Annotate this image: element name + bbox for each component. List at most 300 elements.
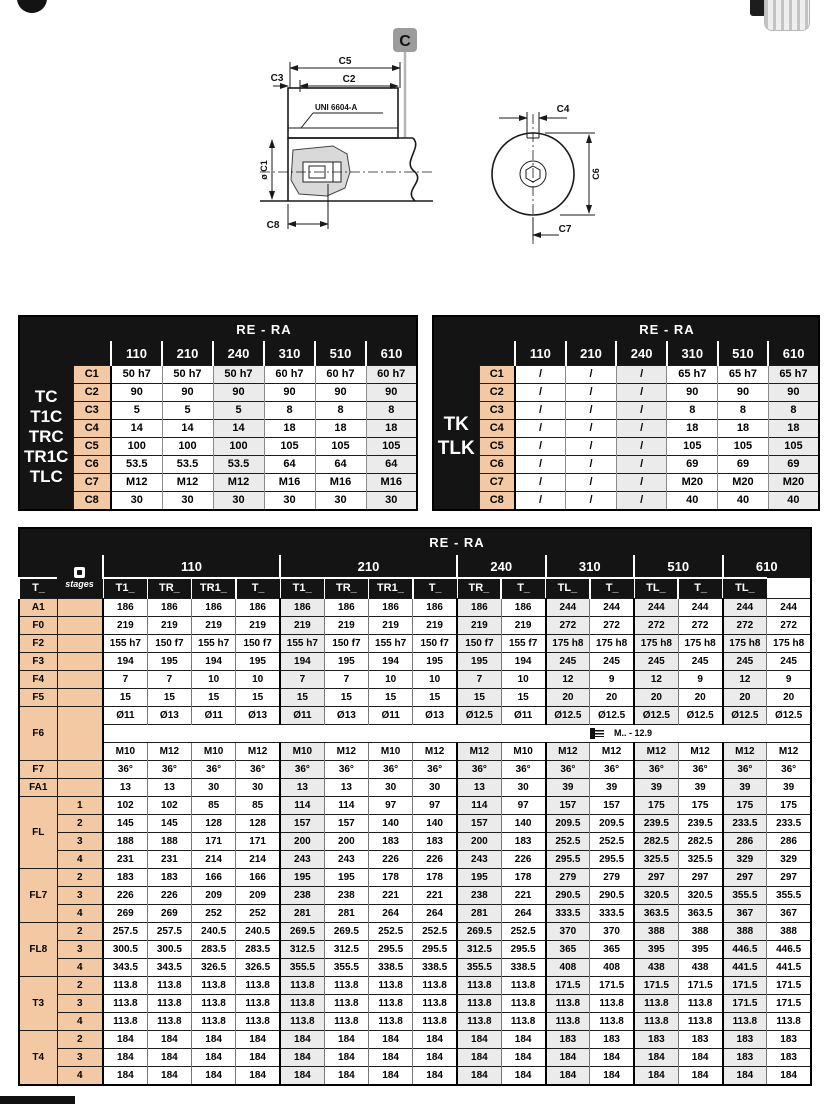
stage-cell bbox=[57, 689, 103, 707]
dim-value-cell: 264 bbox=[501, 905, 545, 923]
dim-value-cell: 175 bbox=[634, 797, 678, 815]
dim-value-cell: 186 bbox=[413, 599, 457, 617]
dim-value-cell: 186 bbox=[147, 599, 191, 617]
dim-value-cell: 184 bbox=[324, 1031, 368, 1049]
dim-value-cell: 97 bbox=[413, 797, 457, 815]
dim-value-cell: 12 bbox=[546, 671, 590, 689]
dim-row-label: C4 bbox=[73, 420, 111, 438]
dim-value-cell: 100 bbox=[213, 438, 264, 456]
dim-value-cell: 175 bbox=[678, 797, 722, 815]
shaft-break-line bbox=[410, 138, 418, 201]
dim-value-cell: 113.8 bbox=[767, 1013, 811, 1031]
model-label: TRC bbox=[28, 427, 64, 447]
dim-value-cell: 105 bbox=[366, 438, 417, 456]
dim-value-cell: 183 bbox=[413, 833, 457, 851]
dim-value-cell: 184 bbox=[546, 1067, 590, 1086]
dim-value-cell: 183 bbox=[147, 869, 191, 887]
dim-value-cell: 175 h8 bbox=[590, 635, 634, 653]
dim-value-cell: 226 bbox=[501, 851, 545, 869]
dim-value-cell: 286 bbox=[767, 833, 811, 851]
dim-value-cell: 408 bbox=[590, 959, 634, 977]
dim-value-cell: 30 bbox=[213, 492, 264, 511]
dim-value-cell: 90 bbox=[111, 384, 162, 402]
dim-value-cell: M12 bbox=[147, 743, 191, 761]
view-c-badge-label: C bbox=[399, 33, 411, 50]
technical-drawing bbox=[215, 22, 655, 254]
dim-value-cell: 219 bbox=[369, 617, 413, 635]
dim-value-cell: 269.5 bbox=[457, 923, 501, 941]
dim-value-cell: 200 bbox=[280, 833, 324, 851]
dim-row-label: F2 bbox=[19, 635, 57, 653]
dim-value-cell: 113.8 bbox=[280, 1013, 324, 1031]
dim-value-cell: 272 bbox=[767, 617, 811, 635]
dim-value-cell: 282.5 bbox=[678, 833, 722, 851]
stages-label: stages bbox=[65, 578, 94, 589]
dim-value-cell: 9 bbox=[590, 671, 634, 689]
dim-value-cell: 30 bbox=[366, 492, 417, 511]
dim-value-cell: 367 bbox=[767, 905, 811, 923]
dim-value-cell: M12 bbox=[457, 743, 501, 761]
dim-value-cell: M10 bbox=[280, 743, 324, 761]
dim-value-cell: 14 bbox=[162, 420, 213, 438]
dim-value-cell: 252.5 bbox=[546, 833, 590, 851]
dim-value-cell: M12 bbox=[413, 743, 457, 761]
stage-cell: 1 bbox=[57, 797, 103, 815]
dim-value-cell: 343.5 bbox=[103, 959, 147, 977]
dim-row-label: FL bbox=[19, 797, 57, 869]
dim-value-cell: 140 bbox=[369, 815, 413, 833]
dim-value-cell: 30 bbox=[501, 779, 545, 797]
version-column-header: TL_ bbox=[634, 578, 678, 599]
dim-value-cell: 15 bbox=[324, 689, 368, 707]
dim-value-cell: 175 h8 bbox=[678, 635, 722, 653]
dim-value-cell: 157 bbox=[324, 815, 368, 833]
dim-value-cell: 184 bbox=[546, 1049, 590, 1067]
dim-value-cell: 312.5 bbox=[457, 941, 501, 959]
dim-value-cell: 184 bbox=[147, 1067, 191, 1086]
dims-table bbox=[432, 315, 820, 511]
dim-row-label: C1 bbox=[479, 366, 515, 384]
dim-value-cell: 252.5 bbox=[413, 923, 457, 941]
dim-row-label: C8 bbox=[73, 492, 111, 511]
dim-value-cell: 113.8 bbox=[280, 977, 324, 995]
dim-value-cell: 183 bbox=[634, 1031, 678, 1049]
dim-value-cell: 219 bbox=[457, 617, 501, 635]
dim-value-cell: 333.5 bbox=[546, 905, 590, 923]
dim-value-cell: 36° bbox=[723, 761, 767, 779]
model-label: TC bbox=[34, 387, 58, 407]
dim-row-label: FL7 bbox=[19, 869, 57, 923]
stage-cell: 2 bbox=[57, 977, 103, 995]
dim-value-cell: 395 bbox=[634, 941, 678, 959]
dim-value-cell: 113.8 bbox=[369, 977, 413, 995]
dim-value-cell: 113.8 bbox=[236, 977, 280, 995]
dim-value-cell: 388 bbox=[634, 923, 678, 941]
stage-cell bbox=[57, 671, 103, 689]
size-group-header: 310 bbox=[546, 555, 635, 578]
size-group-header: 510 bbox=[634, 555, 723, 578]
dim-value-cell: 171 bbox=[236, 833, 280, 851]
keyway-standard-label: UNI 6604-A bbox=[315, 103, 358, 112]
dim-value-cell: 221 bbox=[369, 887, 413, 905]
dim-value-cell: 20 bbox=[723, 689, 767, 707]
dim-value-cell: 184 bbox=[457, 1049, 501, 1067]
dim-value-cell: 10 bbox=[501, 671, 545, 689]
version-column-header: TL_ bbox=[546, 578, 590, 599]
dim-value-cell: 155 h7 bbox=[280, 635, 324, 653]
dim-value-cell: 184 bbox=[192, 1049, 236, 1067]
dim-value-cell: / bbox=[616, 456, 667, 474]
version-column-header: T_ bbox=[236, 578, 280, 599]
dim-value-cell: 214 bbox=[236, 851, 280, 869]
dim-value-cell: 183 bbox=[546, 1031, 590, 1049]
dim-value-cell: 36° bbox=[413, 761, 457, 779]
dim-value-cell: 65 h7 bbox=[718, 366, 769, 384]
stage-cell bbox=[57, 707, 103, 761]
dim-value-cell: 186 bbox=[236, 599, 280, 617]
dim-value-cell: M12 bbox=[546, 743, 590, 761]
dim-value-cell: / bbox=[566, 366, 617, 384]
dim-value-cell: Ø13 bbox=[413, 707, 457, 725]
dim-value-cell: 157 bbox=[280, 815, 324, 833]
header-spacer bbox=[19, 341, 111, 366]
dim-value-cell: 171.5 bbox=[723, 977, 767, 995]
dim-value-cell: 195 bbox=[324, 869, 368, 887]
dim-value-cell: 36° bbox=[590, 761, 634, 779]
dim-value-cell: 113.8 bbox=[192, 1013, 236, 1031]
table-title: RE - RA bbox=[19, 528, 811, 555]
dim-value-cell: 183 bbox=[590, 1031, 634, 1049]
dim-value-cell: 279 bbox=[590, 869, 634, 887]
dim-value-cell: 113.8 bbox=[236, 995, 280, 1013]
dim-value-cell: 184 bbox=[767, 1067, 811, 1086]
dim-row-label: C7 bbox=[73, 474, 111, 492]
dim-value-cell: 286 bbox=[723, 833, 767, 851]
dim-value-cell: 252.5 bbox=[501, 923, 545, 941]
stage-cell: 4 bbox=[57, 851, 103, 869]
dim-value-cell: 18 bbox=[366, 420, 417, 438]
version-column-header: TR1_ bbox=[192, 578, 236, 599]
dim-value-cell: 295.5 bbox=[590, 851, 634, 869]
dim-value-cell: 184 bbox=[457, 1031, 501, 1049]
dim-value-cell: M12 bbox=[723, 743, 767, 761]
dim-value-cell: 64 bbox=[366, 456, 417, 474]
dim-value-cell: 238 bbox=[324, 887, 368, 905]
dim-label-c5: C5 bbox=[338, 56, 352, 67]
dim-value-cell: 36° bbox=[236, 761, 280, 779]
dim-value-cell: 36° bbox=[546, 761, 590, 779]
dim-row-label: A1 bbox=[19, 599, 57, 617]
dim-value-cell: 113.8 bbox=[457, 977, 501, 995]
dim-value-cell: 65 h7 bbox=[768, 366, 819, 384]
header-spacer bbox=[433, 341, 515, 366]
dim-value-cell: 15 bbox=[280, 689, 324, 707]
dim-value-cell: 155 h7 bbox=[192, 635, 236, 653]
dim-value-cell: 184 bbox=[413, 1031, 457, 1049]
dim-value-cell: 269.5 bbox=[280, 923, 324, 941]
dim-value-cell: 90 bbox=[667, 384, 718, 402]
main-dims-table bbox=[18, 527, 812, 1086]
dim-value-cell: 36° bbox=[767, 761, 811, 779]
dim-value-cell: 39 bbox=[723, 779, 767, 797]
dim-value-cell: / bbox=[515, 492, 566, 511]
dim-value-cell: 36° bbox=[678, 761, 722, 779]
dim-value-cell: 295.5 bbox=[413, 941, 457, 959]
dim-value-cell: M10 bbox=[501, 743, 545, 761]
dim-value-cell: 36° bbox=[324, 761, 368, 779]
dim-value-cell: 171.5 bbox=[546, 977, 590, 995]
dim-value-cell: / bbox=[566, 492, 617, 511]
dim-value-cell: 184 bbox=[103, 1031, 147, 1049]
dim-value-cell: Ø12.5 bbox=[634, 707, 678, 725]
dim-value-cell: 300.5 bbox=[103, 941, 147, 959]
keyway-leader-line bbox=[301, 113, 313, 128]
dim-value-cell: 105 bbox=[667, 438, 718, 456]
dim-value-cell: 186 bbox=[280, 599, 324, 617]
dim-value-cell: 388 bbox=[767, 923, 811, 941]
dim-value-cell: M12 bbox=[767, 743, 811, 761]
dim-value-cell: 184 bbox=[501, 1049, 545, 1067]
dim-value-cell: 8 bbox=[264, 402, 315, 420]
size-column-header: 510 bbox=[315, 341, 366, 366]
dim-value-cell: 97 bbox=[369, 797, 413, 815]
dim-value-cell: 283.5 bbox=[192, 941, 236, 959]
dim-value-cell: 40 bbox=[768, 492, 819, 511]
dim-value-cell: 184 bbox=[369, 1049, 413, 1067]
gearbox-photo-fins bbox=[764, 0, 810, 31]
dim-value-cell: 226 bbox=[369, 851, 413, 869]
dim-value-cell: 257.5 bbox=[103, 923, 147, 941]
dim-value-cell: 36° bbox=[147, 761, 191, 779]
dims-table-tc-container bbox=[18, 315, 418, 511]
dim-value-cell: 343.5 bbox=[147, 959, 191, 977]
dim-value-cell: 20 bbox=[546, 689, 590, 707]
stage-cell: 3 bbox=[57, 1049, 103, 1067]
dim-value-cell: 7 bbox=[280, 671, 324, 689]
dim-value-cell: 8 bbox=[667, 402, 718, 420]
dim-value-cell: 194 bbox=[280, 653, 324, 671]
dim-value-cell: M20 bbox=[768, 474, 819, 492]
dim-value-cell: 13 bbox=[457, 779, 501, 797]
dim-label-c3: C3 bbox=[270, 73, 284, 84]
model-label: TR1C bbox=[24, 447, 69, 467]
size-column-header: 610 bbox=[768, 341, 819, 366]
dim-value-cell: 184 bbox=[457, 1067, 501, 1086]
dim-value-cell: 175 h8 bbox=[723, 635, 767, 653]
dim-value-cell: 188 bbox=[103, 833, 147, 851]
dim-value-cell: 5 bbox=[162, 402, 213, 420]
dim-value-cell: 10 bbox=[236, 671, 280, 689]
version-column-header: TR_ bbox=[324, 578, 368, 599]
dim-value-cell: 39 bbox=[678, 779, 722, 797]
dim-value-cell: 320.5 bbox=[634, 887, 678, 905]
dim-value-cell: 175 h8 bbox=[634, 635, 678, 653]
dim-row-label: F7 bbox=[19, 761, 57, 779]
dim-value-cell: 145 bbox=[147, 815, 191, 833]
dim-value-cell: M12 bbox=[236, 743, 280, 761]
dim-value-cell: / bbox=[515, 456, 566, 474]
dim-value-cell: 186 bbox=[192, 599, 236, 617]
stage-cell: 4 bbox=[57, 905, 103, 923]
dim-value-cell: 113.8 bbox=[192, 977, 236, 995]
dim-value-cell: 355.5 bbox=[767, 887, 811, 905]
dim-value-cell: 13 bbox=[280, 779, 324, 797]
bolt-class-note-cell bbox=[103, 725, 811, 743]
footer-bar bbox=[0, 1096, 75, 1104]
size-column-header: 110 bbox=[515, 341, 566, 366]
dim-value-cell: Ø11 bbox=[103, 707, 147, 725]
dim-value-cell: 183 bbox=[369, 833, 413, 851]
dim-value-cell: 219 bbox=[501, 617, 545, 635]
dim-value-cell: Ø11 bbox=[369, 707, 413, 725]
dim-value-cell: 297 bbox=[767, 869, 811, 887]
dim-value-cell: 36° bbox=[280, 761, 324, 779]
dims-table-tk-container bbox=[432, 315, 820, 511]
dim-value-cell: 184 bbox=[590, 1049, 634, 1067]
dim-value-cell: 244 bbox=[723, 599, 767, 617]
dim-value-cell: 113.8 bbox=[324, 1013, 368, 1031]
dim-value-cell: 233.5 bbox=[767, 815, 811, 833]
dim-value-cell: 64 bbox=[315, 456, 366, 474]
dim-value-cell: 186 bbox=[457, 599, 501, 617]
dim-value-cell: 113.8 bbox=[280, 995, 324, 1013]
dim-value-cell: 269 bbox=[103, 905, 147, 923]
dim-value-cell: / bbox=[616, 492, 667, 511]
size-column-header: 240 bbox=[213, 341, 264, 366]
dim-value-cell: 100 bbox=[162, 438, 213, 456]
dim-value-cell: 355.5 bbox=[723, 887, 767, 905]
dim-value-cell: Ø12.5 bbox=[590, 707, 634, 725]
dim-value-cell: M10 bbox=[192, 743, 236, 761]
dim-row-label: C1 bbox=[73, 366, 111, 384]
dim-value-cell: 186 bbox=[103, 599, 147, 617]
dim-value-cell: 171.5 bbox=[723, 995, 767, 1013]
dim-value-cell: 7 bbox=[147, 671, 191, 689]
dim-value-cell: 150 f7 bbox=[147, 635, 191, 653]
dim-value-cell: 20 bbox=[767, 689, 811, 707]
dim-value-cell: 85 bbox=[192, 797, 236, 815]
dim-value-cell: 113.8 bbox=[634, 1013, 678, 1031]
dim-value-cell: 14 bbox=[111, 420, 162, 438]
dim-value-cell: 295.5 bbox=[546, 851, 590, 869]
dim-value-cell: 355.5 bbox=[324, 959, 368, 977]
dim-value-cell: 209 bbox=[192, 887, 236, 905]
dim-value-cell: 36° bbox=[192, 761, 236, 779]
dim-value-cell: 102 bbox=[103, 797, 147, 815]
dim-value-cell: 166 bbox=[192, 869, 236, 887]
dim-value-cell: 441.5 bbox=[723, 959, 767, 977]
dim-value-cell: 113.8 bbox=[369, 1013, 413, 1031]
dim-value-cell: 184 bbox=[236, 1049, 280, 1067]
dim-row-label: C3 bbox=[73, 402, 111, 420]
dim-value-cell: 69 bbox=[768, 456, 819, 474]
stage-cell bbox=[57, 653, 103, 671]
dim-value-cell: 8 bbox=[366, 402, 417, 420]
size-column-header: 110 bbox=[111, 341, 162, 366]
dim-value-cell: 279 bbox=[546, 869, 590, 887]
dim-value-cell: 39 bbox=[767, 779, 811, 797]
dim-value-cell: 184 bbox=[324, 1049, 368, 1067]
dim-value-cell: / bbox=[616, 384, 667, 402]
dim-value-cell: 183 bbox=[103, 869, 147, 887]
version-column-header: TR_ bbox=[147, 578, 191, 599]
dim-value-cell: 9 bbox=[678, 671, 722, 689]
dim-row-label: C5 bbox=[479, 438, 515, 456]
version-column-header: TR_ bbox=[457, 578, 501, 599]
dim-value-cell: 395 bbox=[678, 941, 722, 959]
dim-label-c6: C6 bbox=[591, 168, 601, 180]
dim-value-cell: 290.5 bbox=[590, 887, 634, 905]
dim-value-cell: 221 bbox=[501, 887, 545, 905]
gearbox-photo bbox=[750, 0, 810, 30]
bolt-icon bbox=[590, 728, 604, 739]
stage-cell: 3 bbox=[57, 995, 103, 1013]
dim-value-cell: 365 bbox=[546, 941, 590, 959]
dim-value-cell: M10 bbox=[369, 743, 413, 761]
dim-value-cell: 281 bbox=[457, 905, 501, 923]
stage-cell bbox=[57, 617, 103, 635]
dim-value-cell: 245 bbox=[678, 653, 722, 671]
dim-value-cell: 297 bbox=[634, 869, 678, 887]
dim-value-cell: 219 bbox=[236, 617, 280, 635]
dim-value-cell: 7 bbox=[324, 671, 368, 689]
dim-value-cell: 312.5 bbox=[324, 941, 368, 959]
dim-value-cell: 239.5 bbox=[678, 815, 722, 833]
dim-value-cell: 244 bbox=[634, 599, 678, 617]
dim-value-cell: 30 bbox=[413, 779, 457, 797]
dim-value-cell: 312.5 bbox=[280, 941, 324, 959]
dim-value-cell: 53.5 bbox=[162, 456, 213, 474]
dim-value-cell: 178 bbox=[413, 869, 457, 887]
dim-value-cell: 245 bbox=[546, 653, 590, 671]
dim-label-c1: ø C1 bbox=[259, 160, 269, 180]
page-corner-dot bbox=[17, 0, 47, 13]
dim-value-cell: 113.8 bbox=[369, 995, 413, 1013]
dim-value-cell: / bbox=[616, 420, 667, 438]
dim-value-cell: 219 bbox=[324, 617, 368, 635]
dim-value-cell: 188 bbox=[147, 833, 191, 851]
dim-value-cell: 166 bbox=[236, 869, 280, 887]
dim-value-cell: 60 h7 bbox=[264, 366, 315, 384]
dim-value-cell: 15 bbox=[236, 689, 280, 707]
dim-value-cell: 438 bbox=[634, 959, 678, 977]
dim-value-cell: 15 bbox=[369, 689, 413, 707]
dim-value-cell: 30 bbox=[315, 492, 366, 511]
dim-value-cell: Ø12.5 bbox=[546, 707, 590, 725]
dim-value-cell: 102 bbox=[147, 797, 191, 815]
dim-value-cell: 155 h7 bbox=[103, 635, 147, 653]
dim-value-cell: 446.5 bbox=[767, 941, 811, 959]
dim-value-cell: 113.8 bbox=[546, 995, 590, 1013]
dim-value-cell: 184 bbox=[723, 1067, 767, 1086]
dim-value-cell: 320.5 bbox=[678, 887, 722, 905]
dim-row-label: T4 bbox=[19, 1031, 57, 1086]
dim-row-label: FA1 bbox=[19, 779, 57, 797]
dim-value-cell: 363.5 bbox=[634, 905, 678, 923]
dim-value-cell: 252.5 bbox=[590, 833, 634, 851]
dim-value-cell: 20 bbox=[634, 689, 678, 707]
dim-value-cell: 15 bbox=[457, 689, 501, 707]
dim-value-cell: 113.8 bbox=[413, 995, 457, 1013]
dim-value-cell: M20 bbox=[667, 474, 718, 492]
stage-cell: 2 bbox=[57, 869, 103, 887]
dim-value-cell: 244 bbox=[767, 599, 811, 617]
dim-value-cell: 184 bbox=[147, 1049, 191, 1067]
dim-value-cell: 245 bbox=[590, 653, 634, 671]
model-label: TK bbox=[443, 414, 469, 436]
dim-value-cell: M12 bbox=[678, 743, 722, 761]
dim-value-cell: 184 bbox=[590, 1067, 634, 1086]
